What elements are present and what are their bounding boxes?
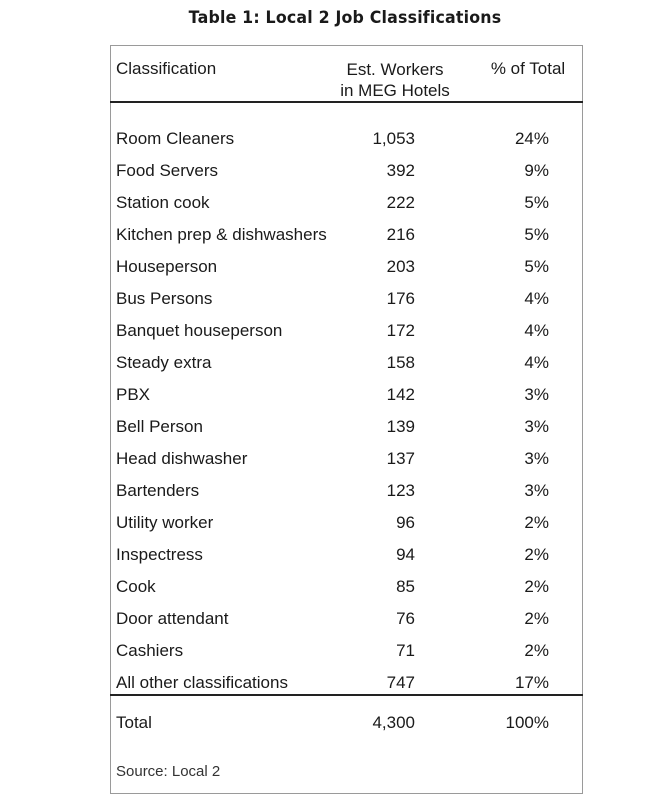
table-row [0,257,670,289]
table-row [0,193,670,225]
row-workers: 158 [386,353,415,372]
row-classification: Bus Persons [116,289,213,308]
table-row [0,129,670,161]
row-percent: 17% [514,673,549,692]
row-workers: 1,053 [372,129,415,148]
table-row [0,417,670,449]
row-classification: Utility worker [116,513,214,532]
header-classification: Classification [116,59,217,78]
row-classification: Door attendant [116,609,229,628]
row-percent: 5% [524,193,549,212]
row-percent: 5% [524,257,549,276]
row-percent: 3% [524,417,549,436]
row-workers: 71 [396,641,415,660]
row-workers: 216 [386,225,415,244]
table-row [0,353,670,385]
table-row [0,513,670,545]
table-row [0,449,670,481]
header-percent-of-total: % of Total [490,59,566,78]
row-workers: 139 [386,417,415,436]
source-note: Source: Local 2 [116,763,221,780]
row-percent: 2% [524,513,549,532]
total-label: Total [116,713,152,732]
row-classification: Steady extra [116,353,212,372]
header-divider [110,101,583,103]
row-workers: 392 [386,161,415,180]
row-percent: 3% [524,481,549,500]
row-classification: Bartenders [116,481,200,500]
table-row [0,289,670,321]
row-workers: 94 [396,545,415,564]
table-title: Table 1: Local 2 Job Classifications [188,8,502,28]
row-workers: 123 [386,481,415,500]
table-row [0,641,670,673]
row-workers: 222 [386,193,415,212]
table-row [0,321,670,353]
total-row [0,713,670,745]
row-percent: 3% [524,449,549,468]
row-classification: Station cook [116,193,210,212]
row-classification: Cook [116,577,156,596]
row-workers: 76 [396,609,415,628]
row-classification: PBX [116,385,151,404]
row-workers: 142 [386,385,415,404]
table-row [0,609,670,641]
row-percent: 4% [524,353,549,372]
row-classification: Bell Person [116,417,203,436]
row-percent: 2% [524,577,549,596]
total-percent: 100% [505,713,549,732]
total-divider [110,694,583,696]
row-workers: 172 [386,321,415,340]
row-percent: 3% [524,385,549,404]
header-est-workers [322,59,468,101]
header-est-workers-line1: Est. Workers [346,60,444,79]
row-workers: 747 [386,673,415,692]
row-classification: Room Cleaners [116,129,235,148]
row-classification: Food Servers [116,161,219,180]
table-row [0,161,670,193]
row-percent: 2% [524,545,549,564]
row-classification: Houseperson [116,257,218,276]
row-percent: 4% [524,321,549,340]
row-classification: All other classifications [116,673,288,692]
table-row [0,577,670,609]
total-workers: 4,300 [372,713,415,732]
row-classification: Kitchen prep & dishwashers [116,225,327,244]
table-row [0,673,670,705]
row-workers: 137 [386,449,415,468]
row-percent: 2% [524,641,549,660]
row-percent: 4% [524,289,549,308]
row-percent: 5% [524,225,549,244]
row-workers: 85 [396,577,415,596]
header-est-workers-line2: in MEG Hotels [340,81,450,100]
row-classification: Head dishwasher [116,449,248,468]
table-row [0,225,670,257]
row-classification: Cashiers [116,641,184,660]
table-row [0,481,670,513]
table-row [0,385,670,417]
row-workers: 176 [386,289,415,308]
row-classification: Inspectress [116,545,203,564]
row-percent: 9% [524,161,549,180]
row-percent: 24% [514,129,549,148]
row-workers: 203 [386,257,415,276]
row-classification: Banquet houseperson [116,321,283,340]
row-workers: 96 [396,513,415,532]
row-percent: 2% [524,609,549,628]
table-row [0,545,670,577]
